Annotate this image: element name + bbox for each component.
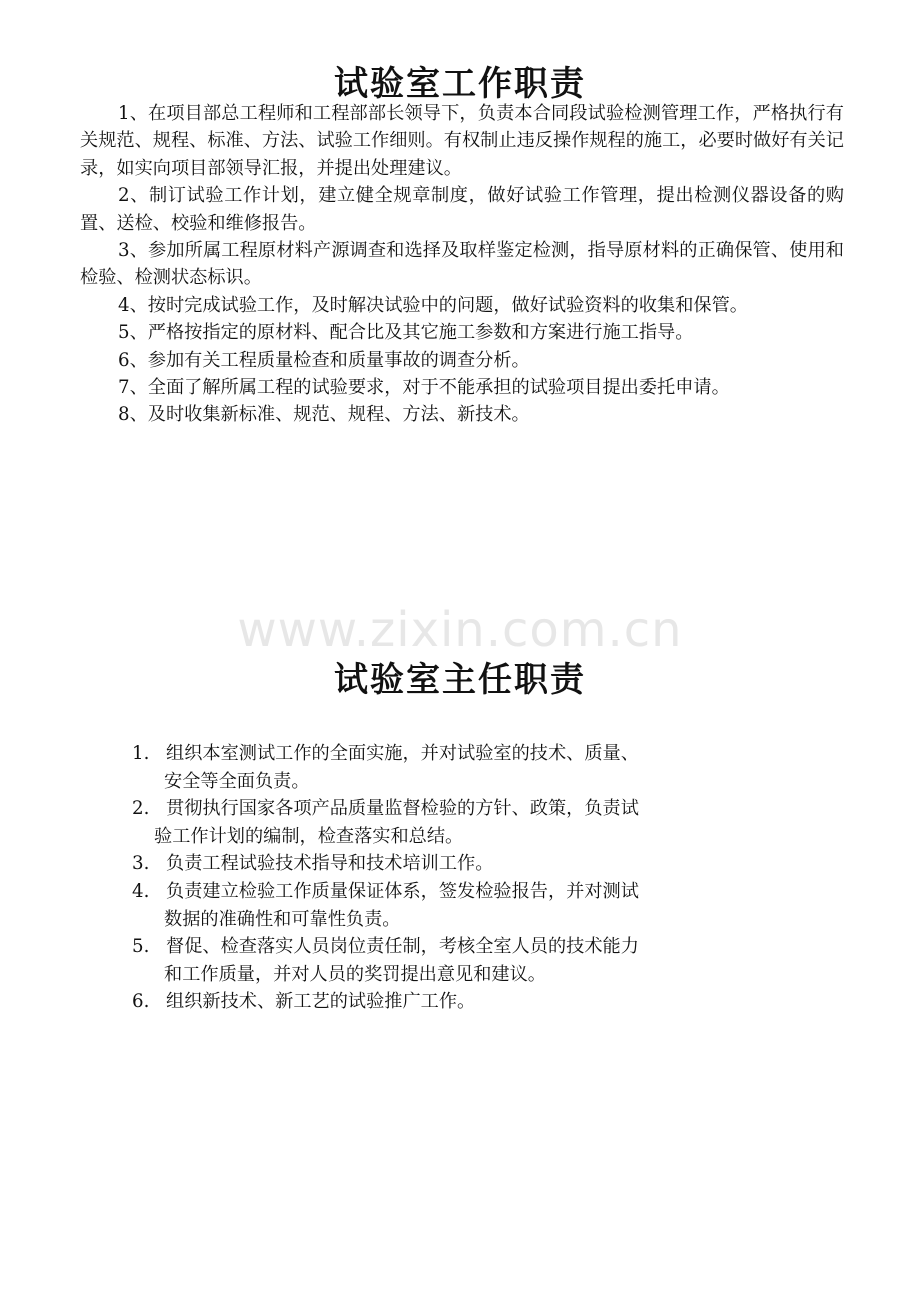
director-duty-item	[132, 850, 732, 878]
item-text-line1: 负责建立检验工作质量保证体系，签发检验报告，并对测试	[166, 880, 639, 902]
item-number: 2.	[132, 798, 150, 820]
duty-paragraph-3: 3、参加所属工程原材料产源调查和选择及取样鉴定检测，指导原材料的正确保管、使用和检验、检测状态标识。	[80, 240, 844, 289]
item-text-line2: 验工作计划的编制，检查落实和总结。	[154, 825, 464, 847]
item-number: 5.	[132, 936, 150, 958]
duty-paragraph-4: 4、按时完成试验工作，及时解决试验中的问题，做好试验资料的收集和保管。	[118, 294, 748, 316]
director-duty-item	[132, 933, 732, 988]
lab-duties-list	[80, 100, 844, 429]
director-duties-list	[132, 740, 732, 1016]
director-duty-item	[132, 878, 732, 933]
duty-paragraph-6: 6、参加有关工程质量检查和质量事故的调查分析。	[118, 349, 530, 371]
item-number: 1.	[132, 743, 150, 764]
duty-paragraph-2: 2、制订试验工作计划，建立健全规章制度，做好试验工作管理，提出检测仪器设备的购置、送检、校验和维修报告。	[80, 185, 844, 234]
item-text-line1: 组织本室测试工作的全面实施，并对试验室的技术、质量、	[166, 743, 639, 764]
item-text-line1: 负责工程试验技术指导和技术培训工作。	[166, 853, 494, 875]
item-text-line1: 督促、检查落实人员岗位责任制，考核全室人员的技术能力	[166, 936, 639, 958]
director-duty-item	[132, 740, 732, 795]
page-title-director-duties: 试验室主任职责	[334, 660, 586, 700]
item-text-line2: 数据的准确性和可靠性负责。	[164, 908, 401, 930]
item-text-line1: 贯彻执行国家各项产品质量监督检验的方针、政策，负责试	[166, 798, 639, 820]
item-number: 3.	[132, 853, 150, 875]
item-text-line2: 安全等全面负责。	[164, 770, 310, 792]
duty-paragraph-8: 8、及时收集新标准、规范、规程、方法、新技术。	[118, 404, 530, 426]
item-number: 4.	[132, 880, 150, 902]
duty-paragraph-1: 1、在项目部总工程师和工程部部长领导下，负责本合同段试验检测管理工作，严格执行有关规范、规程、标准、方法、试验工作细则。有权制止违反操作规程的施工，必要时做好有关记录，如实向项目部领导汇报，并提出处理建议。	[80, 103, 844, 179]
item-text-line2: 和工作质量，并对人员的奖罚提出意见和建议。	[164, 963, 546, 985]
page-title-lab-duties: 试验室工作职责	[334, 64, 586, 104]
watermark: www.zixin.com.cn	[237, 602, 683, 658]
item-number: 6.	[132, 991, 150, 1013]
duty-paragraph-5: 5、严格按指定的原材料、配合比及其它施工参数和方案进行施工指导。	[118, 322, 694, 344]
item-text-line1: 组织新技术、新工艺的试验推广工作。	[166, 991, 476, 1013]
director-duty-item	[132, 988, 732, 1016]
duty-paragraph-7: 7、全面了解所属工程的试验要求，对于不能承担的试验项目提出委托申请。	[118, 377, 730, 399]
director-duty-item	[132, 795, 732, 850]
